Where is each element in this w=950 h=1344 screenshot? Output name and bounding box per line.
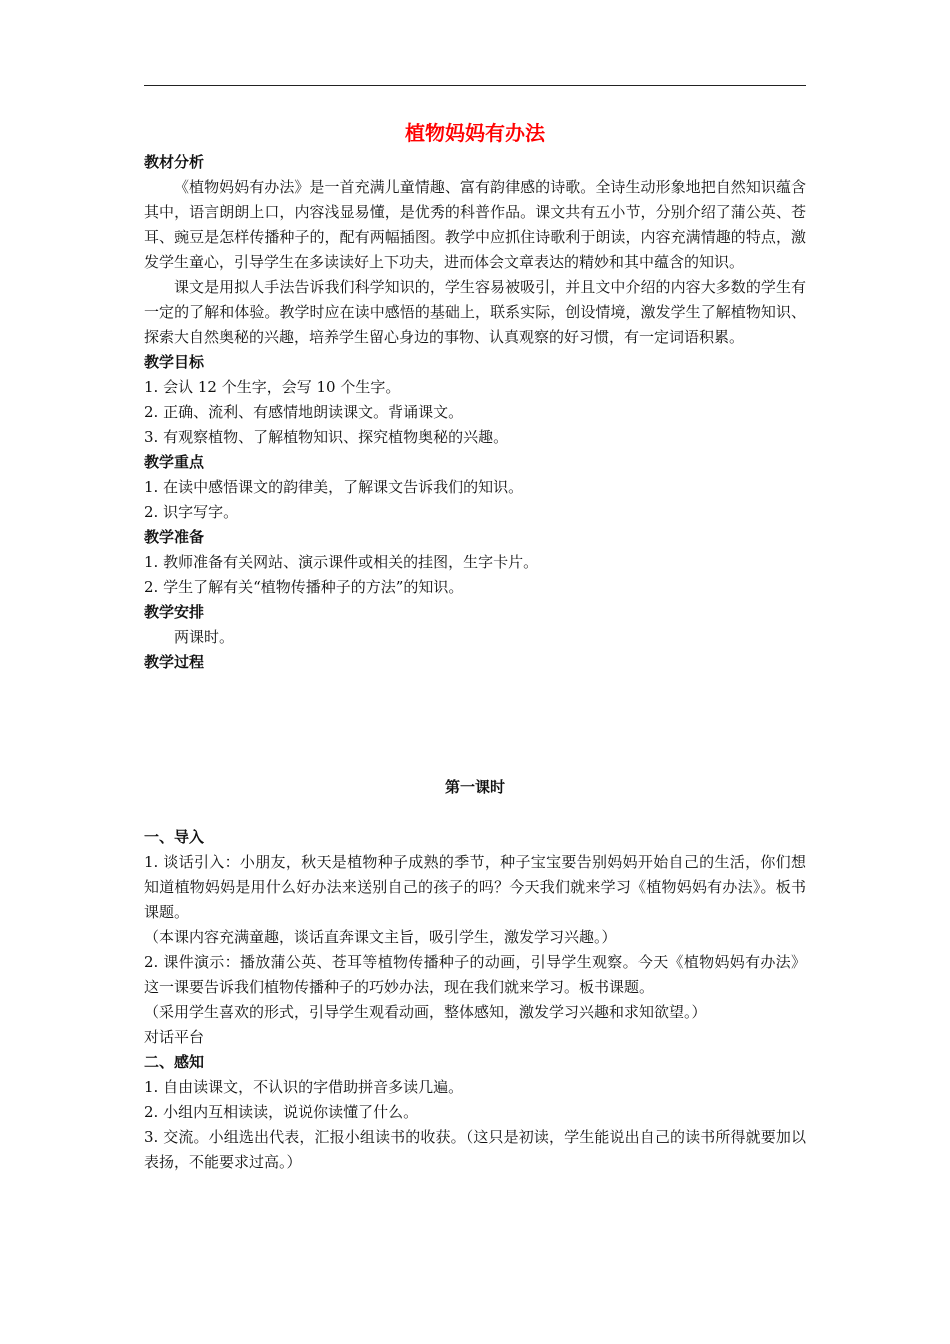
perceive-line: 3. 交流。小组选出代表，汇报小组读书的收获。（这只是初读，学生能说出自己的读书所得就要加以表扬，不能要求过高。） [144, 1128, 806, 1171]
focus-item: 1. 在读中感悟课文的韵律美，了解课文告诉我们的知识。 [144, 478, 524, 496]
goals-heading: 教学目标 [144, 353, 205, 371]
perceive-heading: 二、感知 [144, 1053, 205, 1071]
prep-heading: 教学准备 [144, 528, 205, 546]
focus-item: 2. 识字写字。 [144, 503, 239, 521]
intro-line: 2. 课件演示：播放蒲公英、苍耳等植物传播种子的动画，引导学生观察。今天《植物妈妈有办法》这一课要告诉我们植物传播种子的巧妙办法，现在我们就来学习。板书课题。 [144, 953, 806, 996]
intro-heading: 一、导入 [144, 828, 205, 846]
goal-item: 3. 有观察植物、了解植物知识、探究植物奥秘的兴趣。 [144, 428, 509, 446]
header-rule [144, 85, 806, 86]
document-body [144, 118, 806, 1175]
perceive-line: 1. 自由读课文，不认识的字借助拼音多读几遍。 [144, 1078, 464, 1096]
lesson1-title: 第一课时 [444, 778, 505, 796]
intro-line: 对话平台 [144, 1028, 205, 1046]
section-gap [144, 675, 806, 775]
focus-heading: 教学重点 [144, 453, 205, 471]
goal-item: 1. 会认 12 个生字，会写 10 个生字。 [144, 378, 401, 396]
schedule-heading: 教学安排 [144, 603, 205, 621]
intro-line: 1. 谈话引入：小朋友，秋天是植物种子成熟的季节，种子宝宝要告别妈妈开始自己的生活，你们想知道植物妈妈是用什么好办法来送别自己的孩子的吗？今天我们就来学习《植物妈妈有办法》。板书课题。 [144, 853, 806, 921]
perceive-line: 2. 小组内互相读读，说说你读懂了什么。 [144, 1103, 419, 1121]
prep-item: 1. 教师准备有关网站、演示课件或相关的挂图，生字卡片。 [144, 553, 539, 571]
analysis-paragraph-1: 《植物妈妈有办法》是一首充满儿童情趣、富有韵律感的诗歌。全诗生动形象地把自然知识蕴含其中，语言朗朗上口，内容浅显易懂，是优秀的科普作品。课文共有五小节，分别介绍了蒲公英、苍耳、豌豆是怎样传播种子的，配有两幅插图。教学中应抓住诗歌利于朗读，内容充满情趣的特点，激发学生童心，引导学生在多读读好上下功夫，进而体会文章表达的精妙和其中蕴含的知识。 [144, 178, 806, 271]
intro-line: （本课内容充满童趣，谈话直奔课文主旨，吸引学生，激发学习兴趣。） [144, 928, 617, 946]
goal-item: 2. 正确、流利、有感情地朗读课文。背诵课文。 [144, 403, 464, 421]
analysis-paragraph-2: 课文是用拟人手法告诉我们科学知识的，学生容易被吸引，并且文中介绍的内容大多数的学生有一定的了解和体验。教学时应在读中感悟的基础上，联系实际，创设情境，激发学生了解植物知识、探索大自然奥秘的兴趣，培养学生留心身边的事物、认真观察的好习惯，有一定词语积累。 [144, 278, 806, 346]
schedule-text: 两课时。 [174, 628, 235, 646]
intro-line: （采用学生喜欢的形式，引导学生观看动画，整体感知，激发学习兴趣和求知欲望。） [144, 1003, 707, 1021]
analysis-heading: 教材分析 [144, 153, 205, 171]
document-title: 植物妈妈有办法 [405, 121, 545, 145]
process-heading: 教学过程 [144, 653, 205, 671]
prep-item: 2. 学生了解有关“植物传播种子的方法”的知识。 [144, 578, 464, 596]
